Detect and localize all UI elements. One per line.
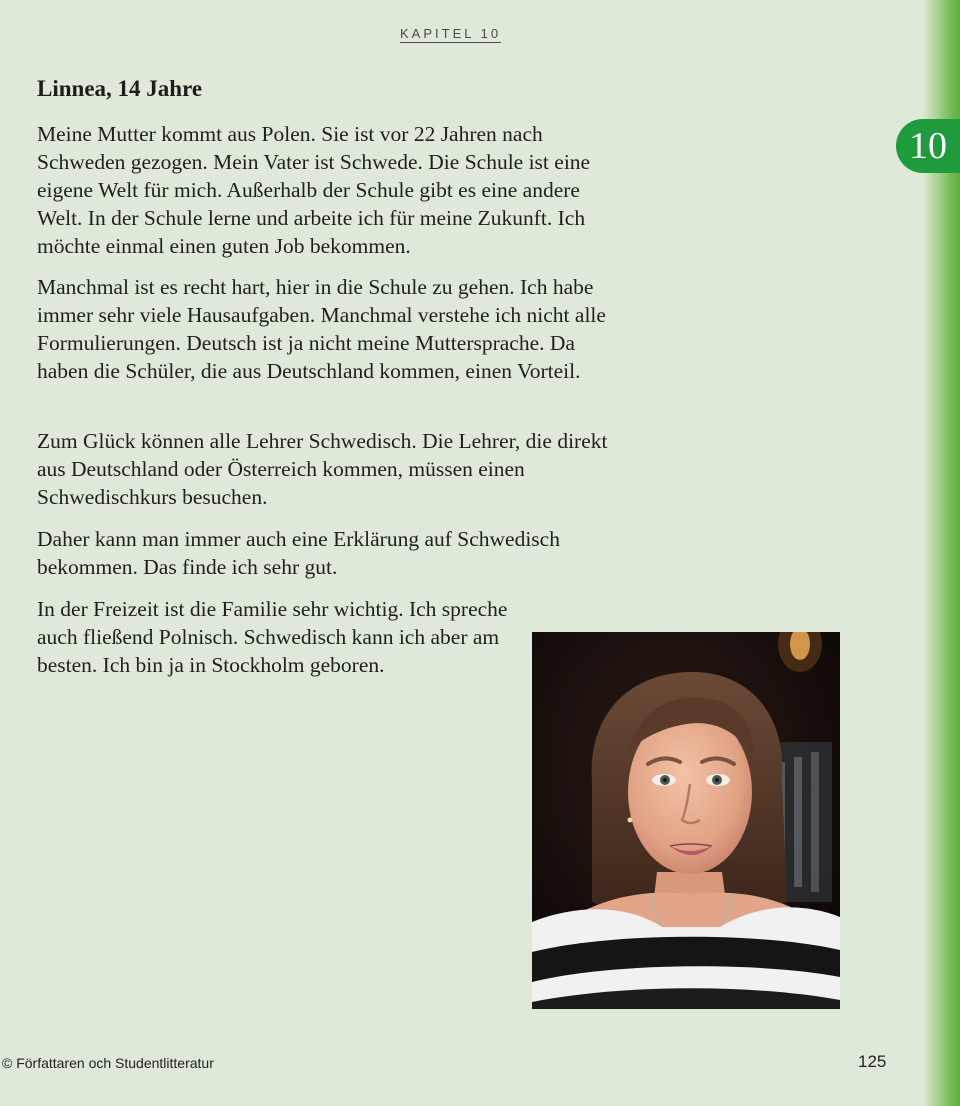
- paragraph: Daher kann man immer auch eine Erklärung auf Schwedisch bekommen. Das finde ich sehr gut.: [37, 527, 560, 579]
- portrait-illustration: [532, 632, 840, 1009]
- paragraph: Zum Glück können alle Lehrer Schwedisch. Die Lehrer, die direkt aus Deutschland oder Österreich kommen, müssen einen Schwedischkurs besuchen.: [37, 429, 608, 509]
- paragraph: In der Freizeit ist die Familie sehr wichtig. Ich spreche auch fließend Polnisch. Schwedisch kann ich aber am besten. Ich bin ja in Stockholm geboren.: [37, 597, 508, 677]
- chapter-header: KAPITEL 10: [400, 26, 502, 41]
- chapter-tab: 10: [896, 119, 960, 173]
- article-title: Linnea, 14 Jahre: [37, 76, 203, 101]
- paragraph: Manchmal ist es recht hart, hier in die Schule zu gehen. Ich habe immer sehr viele Hausaufgaben. Manchmal verstehe ich nicht alle Formulierungen. Deutsch ist ja nicht meine Muttersprache. Da haben die Schüler, die aus Deutschland kommen, einen Vorteil.: [37, 275, 606, 383]
- page-number: 125: [858, 1052, 887, 1071]
- copyright-notice: © Författaren och Studentlitteratur: [2, 1055, 214, 1071]
- portrait-photo: [532, 632, 840, 1009]
- paragraph: Meine Mutter kommt aus Polen. Sie ist vor 22 Jahren nach Schweden gezogen. Mein Vater ist Schwede. Die Schule ist eine eigene Welt für mich. Außerhalb der Schule gibt es eine andere Welt. In der Schule lerne und arbeite ich für meine Zukunft. Ich möchte einmal einen guten Job bekommen.: [37, 122, 591, 258]
